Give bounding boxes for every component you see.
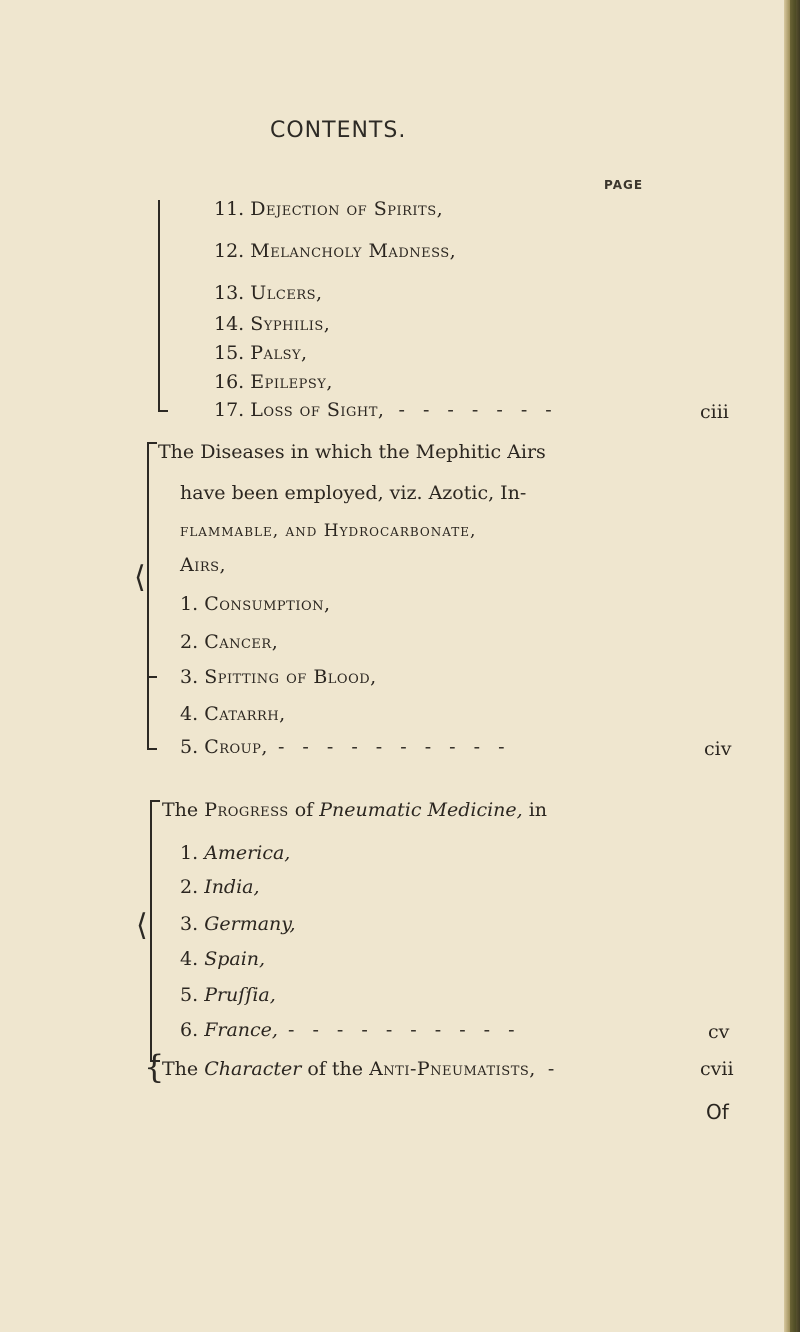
item-label: France, [204, 1019, 278, 1041]
section2-intro-line1: The Diseases in which the Mephitic Airs [158, 441, 546, 463]
section4-line: The Character of the Anti-Pneumatists, - [162, 1058, 555, 1080]
section1-item-11 [214, 198, 443, 220]
item-label: Loss of Sight, [250, 399, 385, 421]
section3-item-2 [180, 876, 260, 898]
item-label: Dejection of Spirits, [250, 198, 444, 220]
item-number: 16. [214, 371, 245, 393]
page-column-label: PAGE [604, 178, 644, 192]
section1-bracket [158, 200, 160, 412]
item-number: 13. [214, 282, 245, 304]
dot-leader: - - - - - - - - - - [288, 1019, 521, 1041]
item-number: 12. [214, 240, 245, 262]
section3-item-5 [180, 984, 276, 1006]
item-number: 11. [214, 198, 245, 220]
section1-page-number: ciii [700, 401, 729, 423]
section2-intro-line2: have been employed, viz. Azotic, In- [180, 482, 527, 504]
section3-item-1 [180, 842, 290, 864]
section2-brace-tip: ⟨ [134, 560, 146, 595]
section1-item-15 [214, 342, 308, 364]
section4-page-number: cvii [700, 1058, 734, 1080]
catchword: Of [706, 1100, 729, 1124]
item-number: 5. [180, 736, 199, 758]
item-label: Pruſſia, [204, 984, 276, 1006]
section2-intro-line3: flammable, and Hydrocarbonate, [180, 521, 477, 541]
section2-item-1 [180, 593, 331, 615]
section3-page-number: cv [708, 1021, 730, 1043]
dot-leader: - - - - - - - [398, 399, 558, 421]
section2-page-number: civ [704, 738, 732, 760]
item-number: 17. [214, 399, 245, 421]
page-title: CONTENTS. [270, 118, 407, 143]
item-number: 1. [180, 593, 199, 615]
dot-leader: - [547, 1058, 555, 1080]
item-label: Spitting of Blood, [204, 666, 377, 688]
section2-item-5 [180, 736, 511, 758]
item-label: Ulcers, [250, 282, 323, 304]
item-number: 4. [180, 703, 199, 725]
item-label: Germany, [204, 913, 296, 935]
section4-brace: { [144, 1048, 165, 1086]
section2-item-4 [180, 703, 286, 725]
item-label: Catarrh, [204, 703, 286, 725]
section3-intro: The Progress of Pneumatic Medicine, in [162, 799, 548, 821]
section1-item-12 [214, 240, 456, 262]
page-spine-shadow [790, 0, 796, 1332]
section3-bracket [150, 800, 152, 1062]
item-number: 4. [180, 948, 199, 970]
section1-item-16 [214, 371, 333, 393]
item-label: Epilepsy, [250, 371, 333, 393]
item-label: Syphilis, [250, 313, 331, 335]
section1-item-14 [214, 313, 330, 335]
item-number: 3. [180, 913, 199, 935]
item-number: 1. [180, 842, 199, 864]
item-number: 6. [180, 1019, 199, 1041]
section3-item-6 [180, 1019, 521, 1041]
section2-intro-line4: Airs, [180, 554, 227, 576]
item-number: 2. [180, 876, 199, 898]
dot-leader: - - - - - - - - - - [277, 736, 511, 758]
item-label: America, [204, 842, 291, 864]
item-number: 15. [214, 342, 245, 364]
item-label: Melancholy Madness, [250, 240, 457, 262]
section1-item-17 [214, 399, 558, 421]
section2-bracket-lower [147, 678, 149, 750]
section3-brace-tip: ⟨ [136, 908, 148, 943]
section2-item-3 [180, 666, 377, 688]
item-label: Consumption, [204, 593, 331, 615]
item-number: 3. [180, 666, 199, 688]
item-label: Cancer, [204, 631, 279, 653]
section3-item-3 [180, 913, 296, 935]
section1-item-13 [214, 282, 323, 304]
item-label: Spain, [204, 948, 266, 970]
item-label: India, [204, 876, 260, 898]
section2-bracket [147, 442, 149, 678]
item-number: 2. [180, 631, 199, 653]
item-label: Croup, [204, 736, 268, 758]
item-number: 5. [180, 984, 199, 1006]
section3-item-4 [180, 948, 265, 970]
item-number: 14. [214, 313, 245, 335]
item-label: Palsy, [250, 342, 308, 364]
section2-item-2 [180, 631, 278, 653]
